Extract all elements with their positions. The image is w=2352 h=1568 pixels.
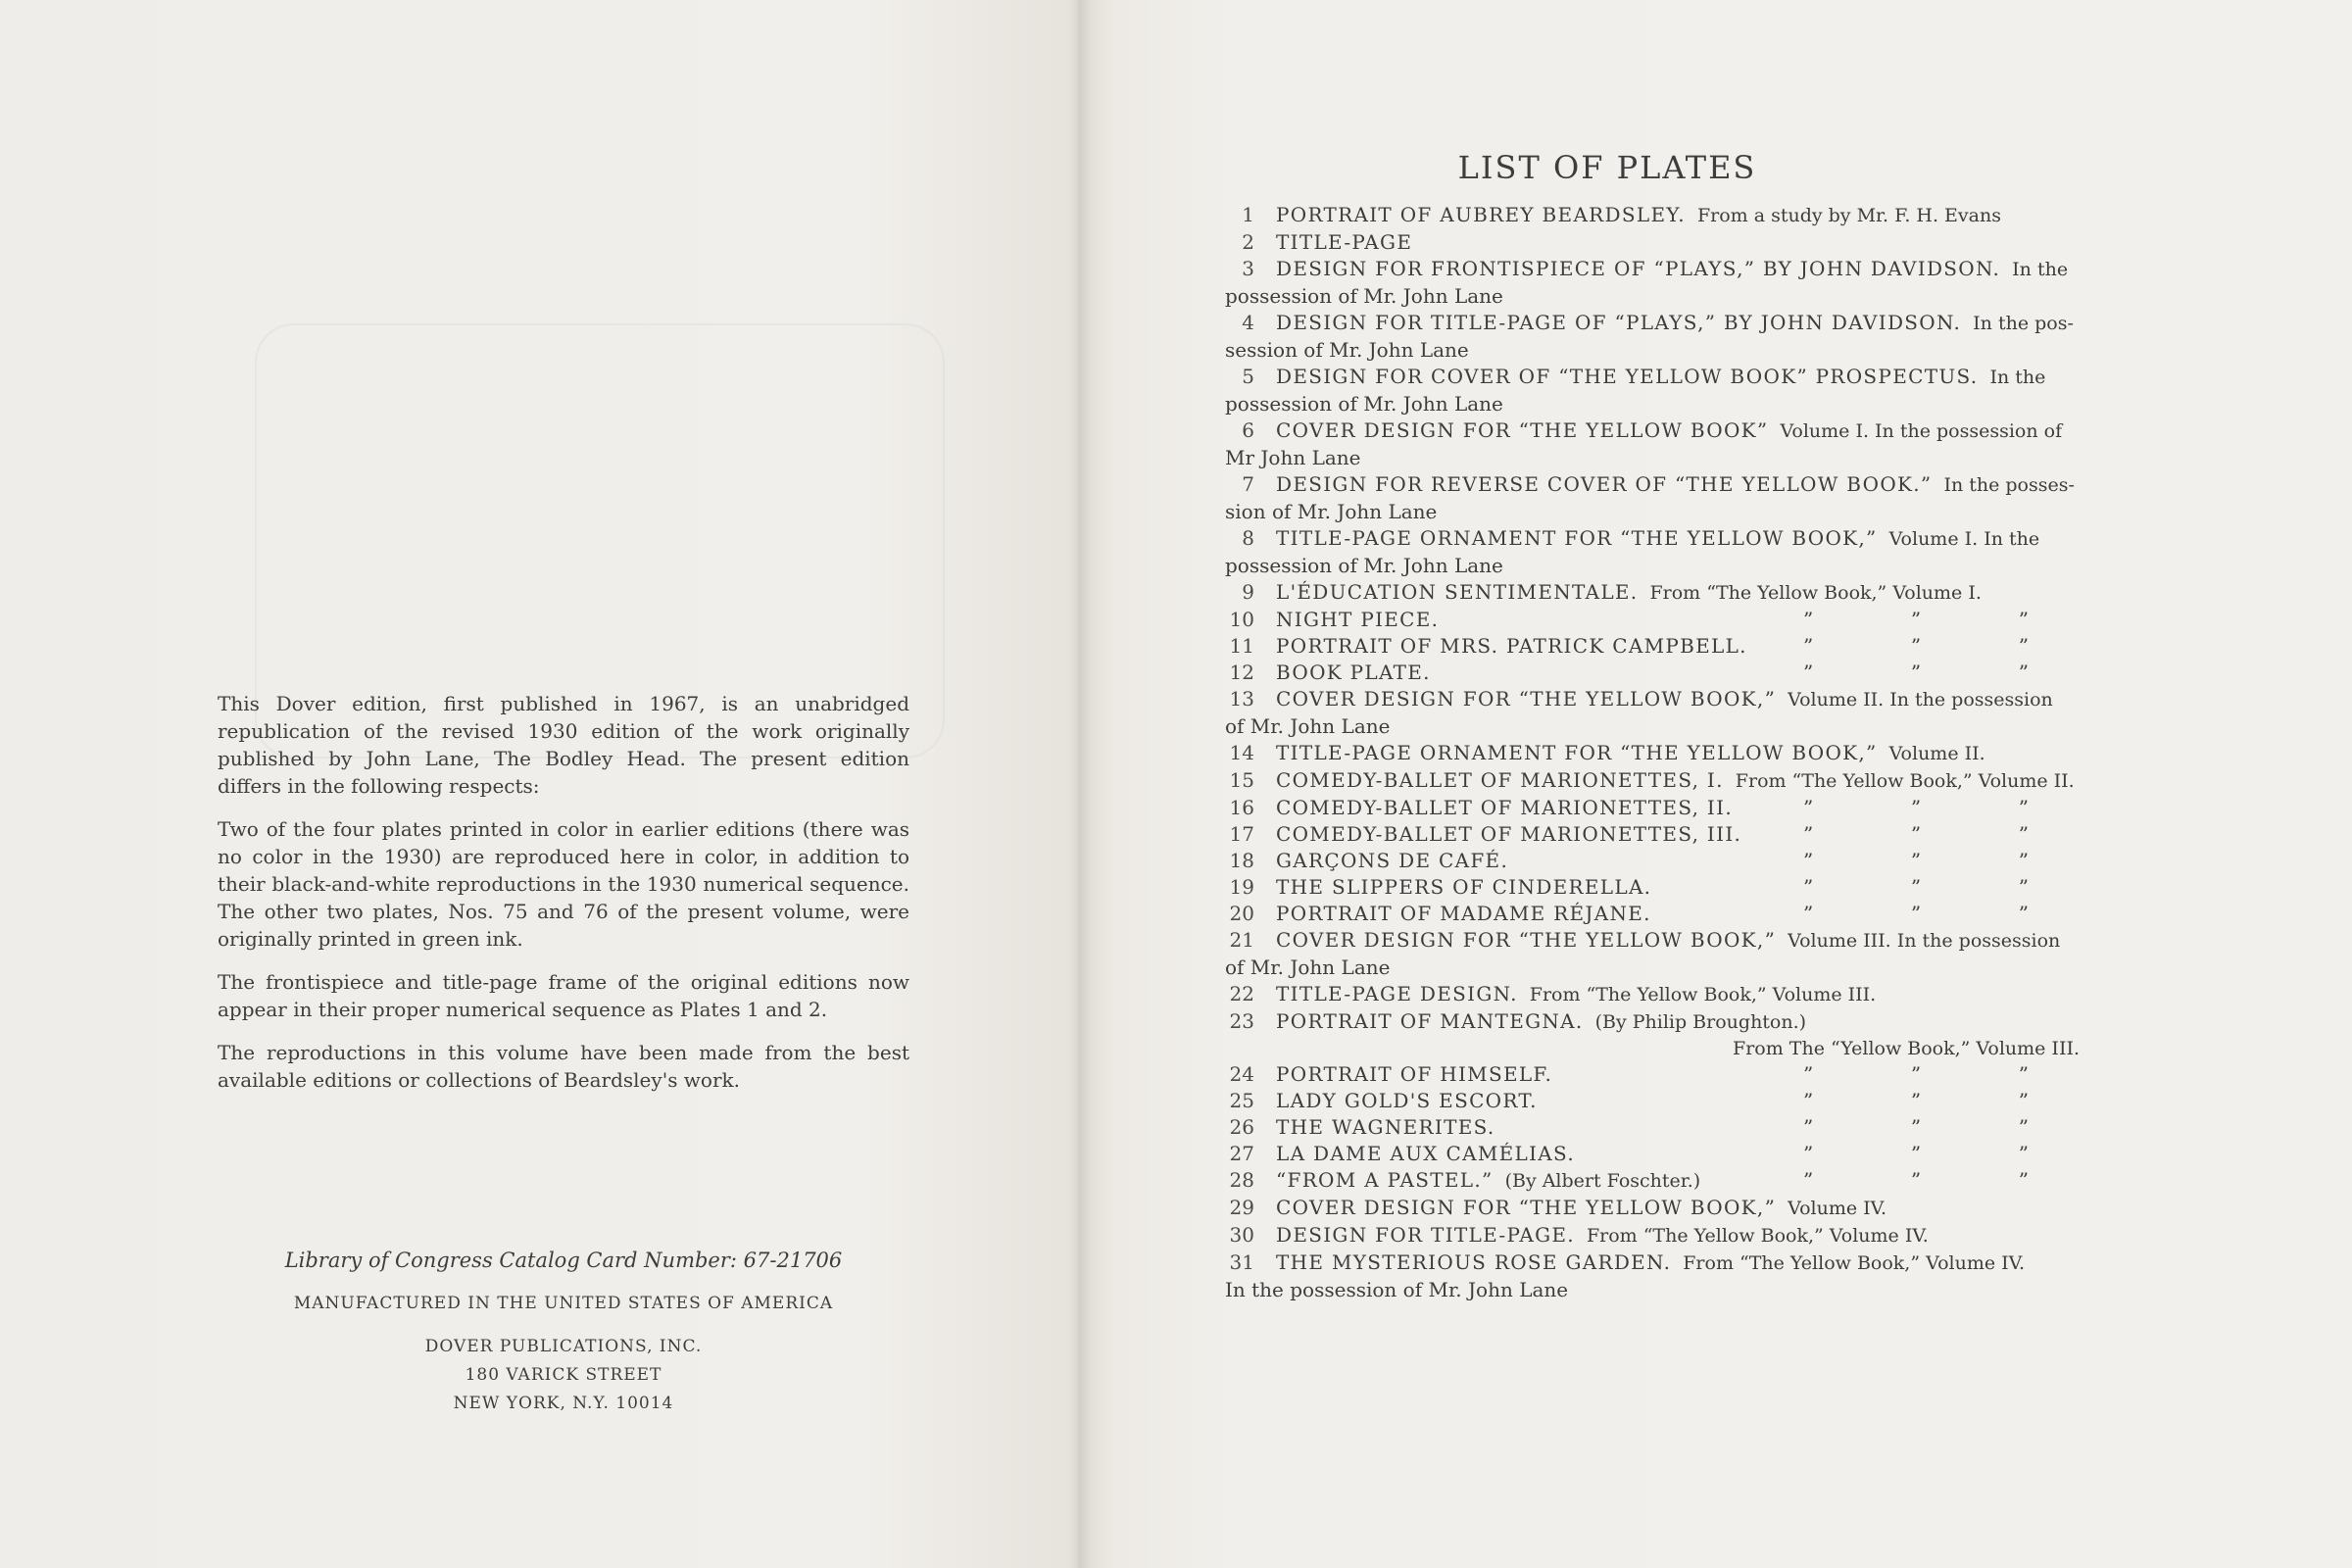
ditto-marks	[1803, 1141, 2087, 1167]
plate-number: 10	[1229, 608, 1254, 631]
ditto-mark: ”	[1910, 875, 1922, 899]
plate-number: 11	[1229, 634, 1254, 658]
plate-entry	[1225, 607, 2087, 633]
ditto-mark: ”	[2018, 902, 2029, 925]
ditto-mark: ”	[1803, 902, 1814, 925]
plate-continuation: possession of Mr. John Lane	[1225, 392, 1503, 416]
plate-entry	[1225, 1167, 2087, 1195]
plate-number: 4	[1242, 311, 1254, 334]
plate-number: 30	[1229, 1223, 1254, 1247]
plate-title: NIGHT PIECE.	[1276, 608, 1440, 631]
plate-entry	[1225, 740, 2087, 767]
plate-title: “FROM A PASTEL.”	[1276, 1168, 1494, 1192]
ditto-mark: ”	[2018, 634, 2029, 658]
ditto-mark: ”	[1803, 822, 1814, 846]
plate-number: 12	[1229, 661, 1254, 684]
publisher-street: 180 VARICK STREET	[465, 1365, 662, 1385]
plate-entry	[1225, 525, 2087, 579]
plate-title: PORTRAIT OF AUBREY BEARDSLEY.	[1276, 203, 1686, 226]
plate-title: DESIGN FOR FRONTISPIECE OF “PLAYS,” BY JOHN DAVIDSON.	[1276, 257, 2001, 280]
plate-entry	[1225, 417, 2087, 471]
plate-number: 7	[1242, 472, 1254, 496]
plate-source: Volume II. In the possession	[1788, 689, 2053, 710]
plate-source: (By Albert Foschter.)	[1504, 1170, 1701, 1192]
plate-entry	[1225, 1061, 2087, 1088]
plate-title: COMEDY-BALLET OF MARIONETTES, I.	[1276, 768, 1724, 792]
ditto-mark: ”	[1910, 634, 1922, 658]
plate-number: 21	[1229, 928, 1254, 952]
plate-entry	[1225, 901, 2087, 927]
plate-entry	[1225, 1141, 2087, 1167]
plate-title: BOOK PLATE.	[1276, 661, 1431, 684]
publisher-city: NEW YORK, N.Y. 10014	[453, 1394, 674, 1413]
plate-entry	[1225, 579, 2087, 607]
plate-entry	[1225, 981, 2087, 1008]
plate-entry	[1225, 256, 2087, 310]
plate-entry	[1225, 471, 2087, 525]
ditto-mark: ”	[1910, 608, 1922, 631]
ditto-marks	[1803, 607, 2087, 633]
ditto-mark: ”	[2018, 1062, 2029, 1086]
plate-entry	[1225, 202, 2087, 229]
plate-entry	[1225, 364, 2087, 417]
plate-entry	[1225, 795, 2087, 821]
ditto-mark: ”	[1910, 1089, 1922, 1112]
note-paragraph-3: The frontispiece and title-page frame of the original editions now appear in their proper numerical sequence as Plates 1 and 2.	[218, 970, 909, 1021]
plate-continuation: sion of Mr. John Lane	[1225, 500, 1438, 523]
plate-number: 18	[1229, 849, 1254, 872]
plate-title: LA DAME AUX CAMÉLIAS.	[1276, 1142, 1575, 1165]
ditto-mark: ”	[1803, 849, 1814, 872]
plate-continuation: possession of Mr. John Lane	[1225, 554, 1503, 577]
plate-number: 24	[1229, 1062, 1254, 1086]
plate-number: 9	[1242, 580, 1254, 604]
plate-continuation: of Mr. John Lane	[1225, 714, 1391, 738]
plate-continuation: Mr John Lane	[1225, 446, 1361, 469]
plate-source: In the	[1989, 367, 2046, 388]
ditto-mark: ”	[2018, 661, 2029, 684]
ditto-mark: ”	[1910, 796, 1922, 819]
plate-number: 20	[1229, 902, 1254, 925]
plate-title: COVER DESIGN FOR “THE YELLOW BOOK,”	[1276, 928, 1777, 952]
plate-title: DESIGN FOR TITLE-PAGE OF “PLAYS,” BY JOHN DAVIDSON.	[1276, 311, 1962, 334]
plate-title: PORTRAIT OF HIMSELF.	[1276, 1062, 1553, 1086]
plate-number: 1	[1242, 203, 1254, 226]
ditto-mark: ”	[2018, 875, 2029, 899]
plate-title: COMEDY-BALLET OF MARIONETTES, III.	[1276, 822, 1742, 846]
plate-title: COMEDY-BALLET OF MARIONETTES, II.	[1276, 796, 1733, 819]
ditto-mark: ”	[2018, 822, 2029, 846]
plate-source: From “The Yellow Book,” Volume III.	[1529, 984, 1877, 1005]
ditto-marks	[1803, 821, 2087, 848]
plate-title: THE WAGNERITES.	[1276, 1115, 1495, 1139]
ditto-marks	[1803, 795, 2087, 821]
ditto-mark: ”	[1910, 661, 1922, 684]
plate-title: DESIGN FOR TITLE-PAGE.	[1276, 1223, 1575, 1247]
plate-number: 3	[1242, 257, 1254, 280]
plate-entry	[1225, 874, 2087, 901]
ditto-mark: ”	[2018, 796, 2029, 819]
plate-number: 26	[1229, 1115, 1254, 1139]
plate-number: 19	[1229, 875, 1254, 899]
plate-title: TITLE-PAGE ORNAMENT FOR “THE YELLOW BOOK,”	[1276, 526, 1878, 550]
plate-title: GARÇONS DE CAFÉ.	[1276, 849, 1509, 872]
ditto-mark: ”	[2018, 1142, 2029, 1165]
plate-source: From “The Yellow Book,” Volume IV.	[1586, 1225, 1929, 1247]
plate-entry	[1225, 229, 2087, 256]
ditto-mark: ”	[1803, 1168, 1814, 1192]
ditto-marks	[1803, 660, 2087, 686]
ditto-marks	[1803, 874, 2087, 901]
ditto-mark: ”	[2018, 608, 2029, 631]
plate-title: COVER DESIGN FOR “THE YELLOW BOOK”	[1276, 418, 1769, 442]
plate-title: PORTRAIT OF MRS. PATRICK CAMPBELL.	[1276, 634, 1747, 658]
plate-number: 29	[1229, 1196, 1254, 1219]
plate-continuation: session of Mr. John Lane	[1225, 338, 1469, 362]
edition-note	[218, 690, 909, 1109]
plate-number: 23	[1229, 1009, 1254, 1033]
plate-number: 8	[1242, 526, 1254, 550]
plate-title: TITLE-PAGE ORNAMENT FOR “THE YELLOW BOOK,”	[1276, 741, 1878, 764]
plate-title: THE SLIPPERS OF CINDERELLA.	[1276, 875, 1652, 899]
plate-entry	[1225, 821, 2087, 848]
plate-number: 31	[1229, 1250, 1254, 1274]
ditto-mark: ”	[1910, 1115, 1922, 1139]
ditto-mark: ”	[1803, 1089, 1814, 1112]
ditto-mark: ”	[1910, 1142, 1922, 1165]
ditto-mark: ”	[2018, 1115, 2029, 1139]
note-paragraph-2: Two of the four plates printed in color in earlier editions (there was no color in the 1930) are reproduced here in color, in addition to their black-and-white reproductions in the 1930 numerical sequence. The other two plates, Nos. 75 and 76 of the present volume, were originally printed in green ink.	[218, 817, 909, 951]
plate-title: PORTRAIT OF MADAME RÉJANE.	[1276, 902, 1651, 925]
plate-number: 28	[1229, 1168, 1254, 1192]
plate-entry	[1225, 633, 2087, 660]
plate-entry	[1225, 660, 2087, 686]
plate-entry	[1225, 767, 2087, 795]
ditto-marks	[1803, 1114, 2087, 1141]
ditto-mark: ”	[1803, 661, 1814, 684]
plate-source-line: From The “Yellow Book,” Volume III.	[1733, 1038, 2080, 1059]
catalog-card-number: Library of Congress Catalog Card Number: 67-21706	[284, 1249, 843, 1272]
ditto-mark: ”	[1803, 1115, 1814, 1139]
manufactured-line: MANUFACTURED IN THE UNITED STATES OF AMERICA	[293, 1294, 834, 1313]
plate-title: DESIGN FOR REVERSE COVER OF “THE YELLOW BOOK.”	[1276, 472, 1933, 496]
ditto-mark: ”	[1910, 849, 1922, 872]
plate-source: Volume I. In the	[1888, 528, 2040, 550]
ditto-marks	[1803, 848, 2087, 874]
plate-entry	[1225, 1195, 2087, 1222]
plate-title: THE MYSTERIOUS ROSE GARDEN.	[1276, 1250, 1672, 1274]
plate-number: 2	[1242, 230, 1254, 254]
ditto-mark: ”	[1910, 1168, 1922, 1192]
publisher-name: DOVER PUBLICATIONS, INC.	[424, 1337, 703, 1356]
plate-number: 14	[1229, 741, 1254, 764]
plate-number: 22	[1229, 982, 1254, 1005]
ditto-mark: ”	[2018, 1089, 2029, 1112]
ditto-mark: ”	[1803, 875, 1814, 899]
plate-entry	[1225, 1114, 2087, 1141]
plate-source: From a study by Mr. F. H. Evans	[1696, 205, 2001, 226]
plate-title: PORTRAIT OF MANTEGNA.	[1276, 1009, 1584, 1033]
plate-source: Volume II.	[1888, 743, 1985, 764]
plate-source: From “The Yellow Book,” Volume I.	[1649, 582, 1982, 604]
ditto-marks	[1803, 1167, 2087, 1194]
ditto-marks	[1803, 901, 2087, 927]
plate-entry	[1225, 686, 2087, 740]
plate-number: 17	[1229, 822, 1254, 846]
ditto-mark: ”	[1803, 1142, 1814, 1165]
plate-number: 15	[1229, 768, 1254, 792]
ditto-mark: ”	[1803, 634, 1814, 658]
plate-source: In the	[2012, 259, 2069, 280]
ditto-mark: ”	[1910, 902, 1922, 925]
ditto-mark: ”	[1803, 608, 1814, 631]
ditto-mark: ”	[1910, 822, 1922, 846]
plate-continuation: In the possession of Mr. John Lane	[1225, 1278, 1569, 1301]
plate-title: COVER DESIGN FOR “THE YELLOW BOOK,”	[1276, 687, 1777, 710]
ditto-marks	[1803, 1061, 2087, 1088]
book-gutter	[1068, 0, 1092, 1568]
ditto-marks	[1803, 633, 2087, 660]
plate-entry	[1225, 310, 2087, 364]
plate-title: TITLE-PAGE	[1276, 230, 1413, 254]
plate-number: 5	[1242, 365, 1254, 388]
plates-list	[1225, 202, 2087, 1303]
left-page	[0, 0, 1078, 1568]
plate-title: DESIGN FOR COVER OF “THE YELLOW BOOK” PROSPECTUS.	[1276, 365, 1979, 388]
plate-number: 13	[1229, 687, 1254, 710]
plate-entry	[1225, 927, 2087, 981]
plate-source: In the posses-	[1943, 474, 2075, 496]
plate-entry	[1225, 848, 2087, 874]
plate-continuation: possession of Mr. John Lane	[1225, 284, 1503, 308]
plate-source: Volume III. In the possession	[1788, 930, 2061, 952]
ditto-mark: ”	[1910, 1062, 1922, 1086]
plate-title: TITLE-PAGE DESIGN.	[1276, 982, 1518, 1005]
plate-entry	[1225, 1088, 2087, 1114]
plate-source: In the pos-	[1973, 313, 2074, 334]
plate-source: (By Philip Broughton.)	[1594, 1011, 1807, 1033]
plate-number: 16	[1229, 796, 1254, 819]
note-paragraph-1: This Dover edition, first published in 1967, is an unabridged republication of the revised 1930 edition of the work originally published by John Lane, The Bodley Head. The present edition differs in the following respects:	[218, 692, 909, 798]
plate-continuation: of Mr. John Lane	[1225, 956, 1391, 979]
plate-title: LADY GOLD'S ESCORT.	[1276, 1089, 1538, 1112]
plate-source: From “The Yellow Book,” Volume II.	[1735, 770, 2075, 792]
ditto-mark: ”	[2018, 1168, 2029, 1192]
plate-entry	[1225, 1250, 2087, 1303]
imprint	[218, 1249, 909, 1418]
list-of-plates-title: LIST OF PLATES	[1457, 149, 1757, 186]
ditto-mark: ”	[2018, 849, 2029, 872]
plate-number: 6	[1242, 418, 1254, 442]
note-paragraph-4: The reproductions in this volume have been made from the best available editions or collections of Beardsley's work.	[218, 1041, 909, 1092]
plate-source: Volume IV.	[1788, 1198, 1887, 1219]
plate-title: L'ÉDUCATION SENTIMENTALE.	[1276, 580, 1639, 604]
plate-title: COVER DESIGN FOR “THE YELLOW BOOK,”	[1276, 1196, 1777, 1219]
plate-entry	[1225, 1222, 2087, 1250]
plate-source: From “The Yellow Book,” Volume IV.	[1683, 1252, 2026, 1274]
ditto-mark: ”	[1803, 1062, 1814, 1086]
plate-number: 25	[1229, 1089, 1254, 1112]
ditto-mark: ”	[1803, 796, 1814, 819]
plate-source: Volume I. In the possession of	[1780, 420, 2063, 442]
ditto-marks	[1803, 1088, 2087, 1114]
plate-number: 27	[1229, 1142, 1254, 1165]
plate-entry	[1225, 1008, 2087, 1061]
